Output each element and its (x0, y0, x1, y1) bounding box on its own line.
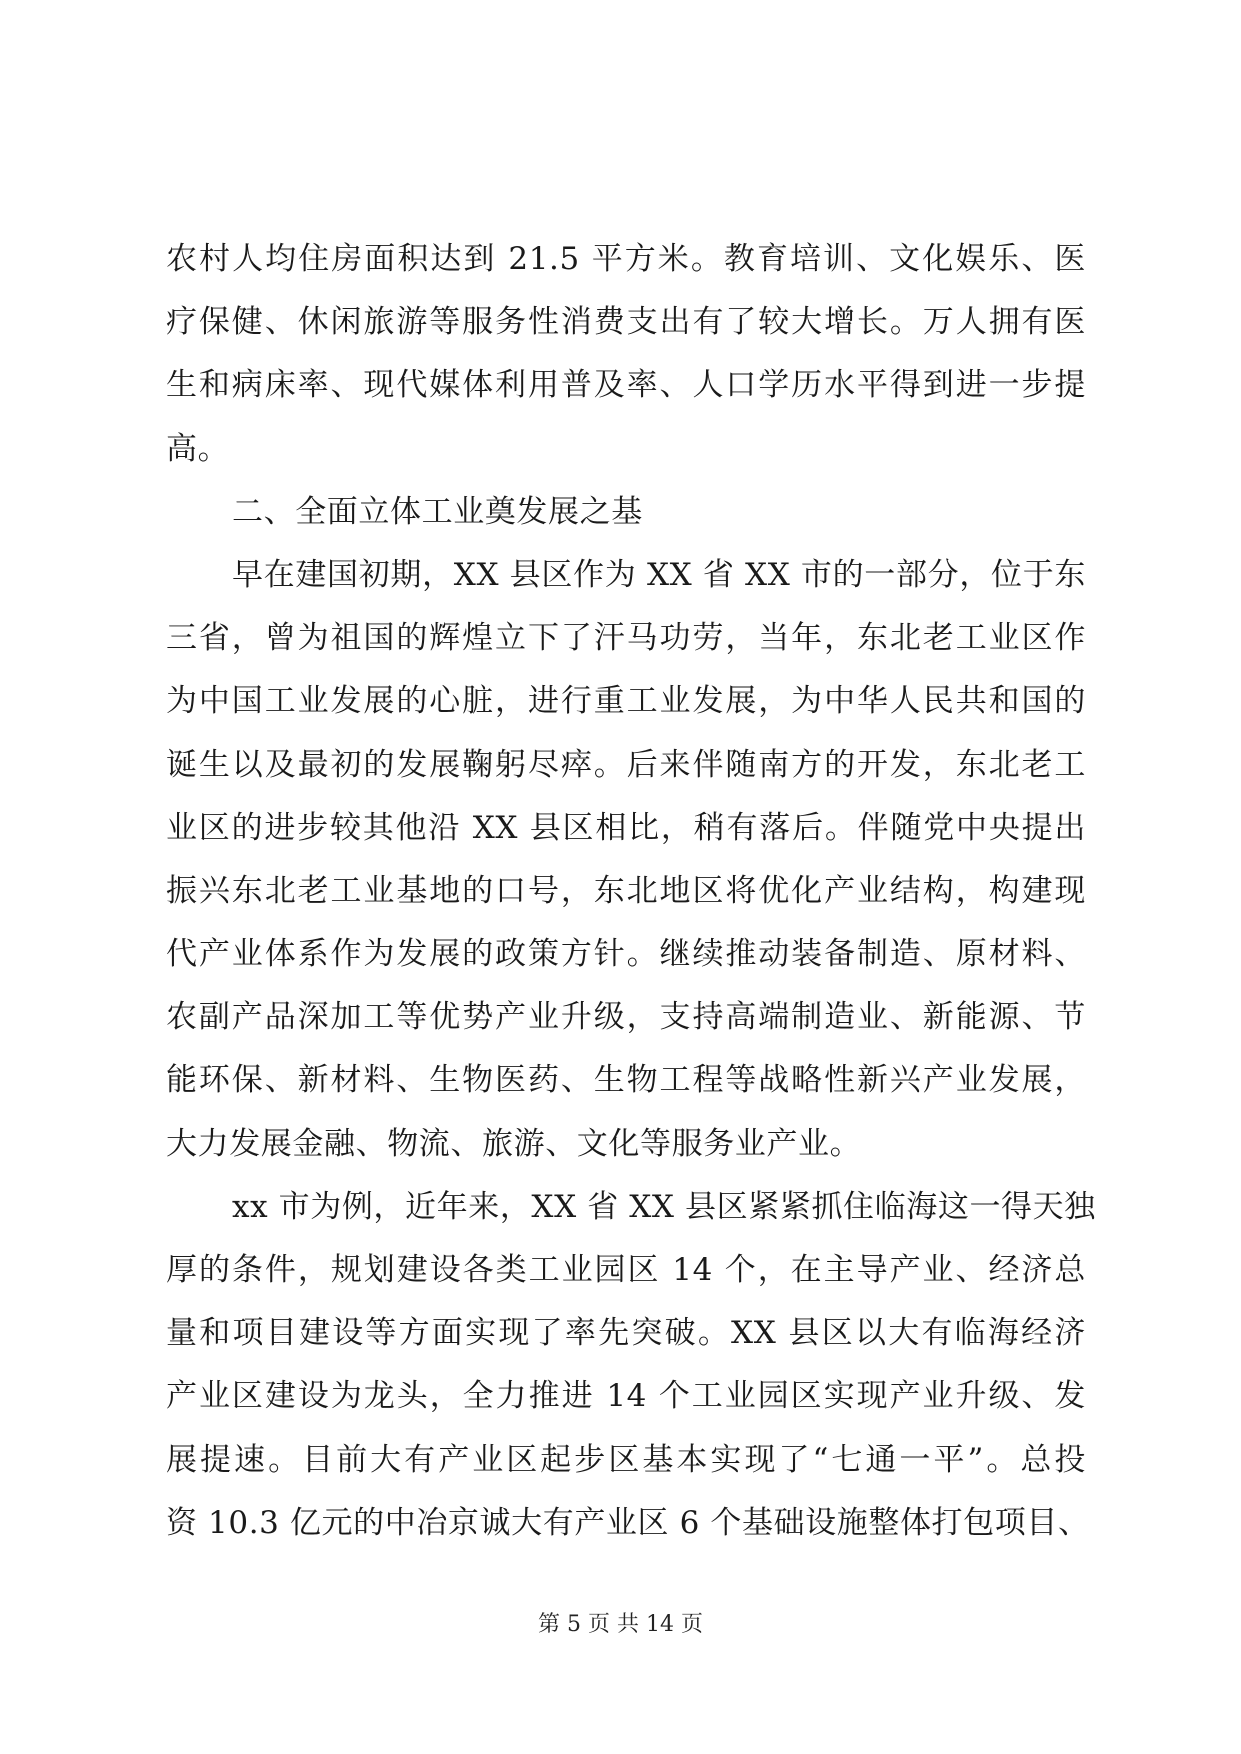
text-line: 疗保健、休闲旅游等服务性消费支出有了较大增长。万人拥有医 (166, 304, 1086, 341)
text-line: 能环保、新材料、生物医药、生物工程等战略性新兴产业发展， (166, 1062, 1086, 1099)
text-line: 展提速。目前大有产业区起步区基本实现了“七通一平”。总投 (166, 1441, 1086, 1478)
text-line: 早在建国初期，XX 县区作为 XX 省 XX 市的一部分，位于东 (232, 556, 1086, 593)
text-line: 振兴东北老工业基地的口号，东北地区将优化产业结构，构建现 (166, 872, 1086, 909)
text-line: 代产业体系作为发展的政策方针。继续推动装备制造、原材料、 (166, 936, 1086, 973)
text-line: 量和项目建设等方面实现了率先突破。XX 县区以大有临海经济 (166, 1315, 1086, 1352)
text-line: 大力发展金融、物流、旅游、文化等服务业产业。 (166, 1125, 862, 1162)
text-line: 诞生以及最初的发展鞠躬尽瘁。后来伴随南方的开发，东北老工 (166, 746, 1086, 783)
text-line: 为中国工业发展的心脏，进行重工业发展，为中华人民共和国的 (166, 683, 1086, 720)
text-line: 产业区建设为龙头，全力推进 14 个工业园区实现产业升级、发 (166, 1378, 1086, 1415)
text-line: 厚的条件，规划建设各类工业园区 14 个，在主导产业、经济总 (166, 1252, 1086, 1288)
text-line: xx 市为例，近年来，XX 省 XX 县区紧紧抓住临海这一得天独 (232, 1188, 1096, 1225)
text-line: 农副产品深加工等优势产业升级，支持高端制造业、新能源、节 (166, 999, 1086, 1036)
document-body (166, 228, 1096, 1555)
section-heading: 二、全面立体工业奠发展之基 (232, 493, 643, 530)
text-line: 农村人均住房面积达到 21.5 平方米。教育培训、文化娱乐、医 (166, 241, 1086, 277)
text-line: 业区的进步较其他沿 XX 县区相比，稍有落后。伴随党中央提出 (166, 809, 1086, 846)
text-line: 三省，曾为祖国的辉煌立下了汗马功劳，当年，东北老工业区作 (166, 620, 1086, 657)
page-number-footer: 第 5 页 共 14 页 (538, 1612, 703, 1637)
text-line: 生和病床率、现代媒体利用普及率、人口学历水平得到进一步提 (166, 367, 1086, 404)
text-line: 资 10.3 亿元的中冶京诚大有产业区 6 个基础设施整体打包项目、 (166, 1504, 1090, 1541)
text-line: 高。 (166, 430, 230, 467)
